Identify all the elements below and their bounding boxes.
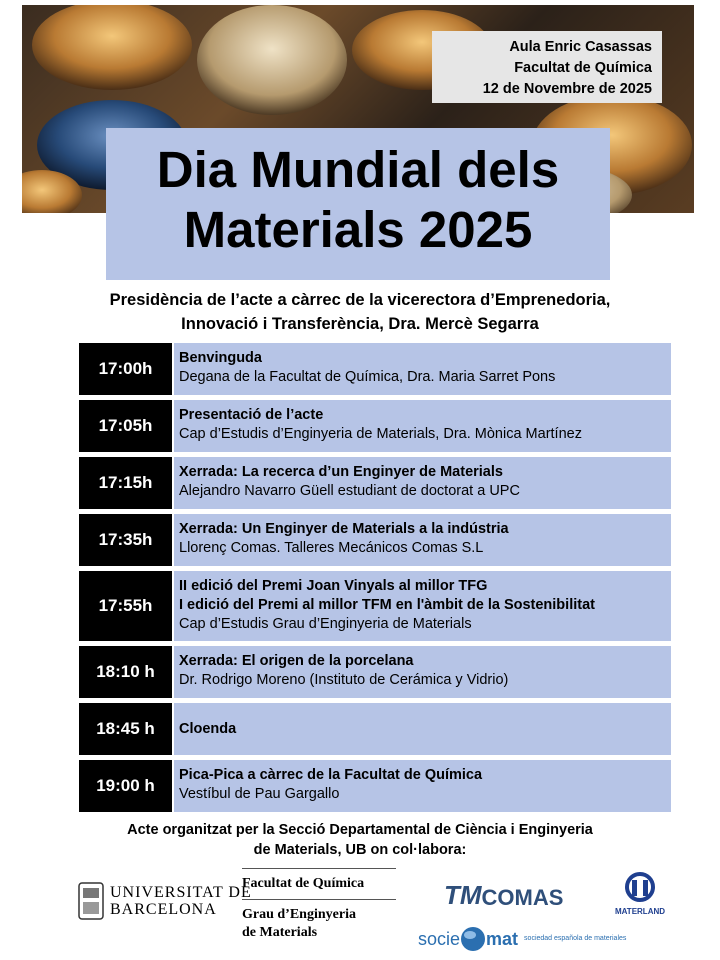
presidency-text <box>40 288 680 336</box>
sociemat-tagline: sociedad española de materiales <box>524 935 627 942</box>
venue-date: 12 de Novembre de 2025 <box>482 81 652 97</box>
schedule-heading: I edició del Premi al millor TFM en l'àmbit de la Sostenibilitat <box>179 597 595 613</box>
event-title <box>106 128 610 280</box>
ub-logo <box>78 882 252 920</box>
faculty-logo <box>242 868 396 942</box>
schedule-time: 17:00h <box>79 343 172 395</box>
schedule-detail: Cap d’Estudis Grau d’Enginyeria de Materials <box>179 616 472 632</box>
comas-logo <box>444 880 563 911</box>
organizer-text <box>60 820 660 860</box>
sociemat-part-a: socie <box>418 928 461 949</box>
venue-room: Aula Enric Casassas <box>509 39 652 55</box>
schedule-row <box>79 760 671 812</box>
venue-box <box>432 31 662 103</box>
schedule-detail: Cap d’Estudis d’Enginyeria de Materials, Dra. Mònica Martínez <box>179 426 582 442</box>
schedule-detail: Alejandro Navarro Güell estudiant de doctorat a UPC <box>179 483 520 499</box>
schedule-heading: Presentació de l’acte <box>179 407 324 423</box>
schedule-table <box>79 343 671 817</box>
title-line-1: Dia Mundial dels <box>156 141 560 198</box>
schedule-row <box>79 646 671 698</box>
schedule-heading: Xerrada: La recerca d’un Enginyer de Materials <box>179 464 503 480</box>
presidency-line-2: Innovació i Transferència, Dra. Mercè Segarra <box>181 315 539 333</box>
schedule-description <box>174 343 671 395</box>
schedule-detail: Llorenç Comas. Talleres Mecánicos Comas S.L <box>179 540 484 556</box>
comas-mark: TM <box>444 880 482 910</box>
organizer-line-2: de Materials, UB on col·labora: <box>253 842 467 858</box>
schedule-heading: II edició del Premi Joan Vinyals al millor TFG <box>179 578 488 594</box>
schedule-heading: Cloenda <box>179 720 237 737</box>
materland-logo <box>610 872 670 916</box>
schedule-detail: Degana de la Facultat de Química, Dra. Maria Sarret Pons <box>179 369 556 385</box>
ub-line-2: BARCELONA <box>110 901 217 918</box>
grau-line-1: Grau d’Enginyeria <box>242 907 356 922</box>
schedule-time: 19:00 h <box>79 760 172 812</box>
schedule-row <box>79 457 671 509</box>
schedule-description <box>174 571 671 641</box>
schedule-row <box>79 343 671 395</box>
schedule-description <box>174 760 671 812</box>
schedule-detail: Vestíbul de Pau Gargallo <box>179 786 340 802</box>
schedule-description <box>174 646 671 698</box>
schedule-heading: Pica-Pica a càrrec de la Facultat de Química <box>179 767 483 783</box>
schedule-time: 17:15h <box>79 457 172 509</box>
schedule-description <box>174 457 671 509</box>
ub-crest-icon <box>78 882 104 920</box>
globe-icon <box>460 926 486 952</box>
schedule-row <box>79 571 671 641</box>
materland-name: MATERLAND <box>614 907 666 916</box>
ub-line-1: UNIVERSITAT DE <box>110 884 252 901</box>
sociemat-part-b: mat <box>486 928 519 949</box>
comas-name: COMAS <box>481 885 564 910</box>
schedule-time: 17:05h <box>79 400 172 452</box>
schedule-description <box>174 514 671 566</box>
schedule-row <box>79 514 671 566</box>
venue-faculty: Facultat de Química <box>514 60 652 76</box>
faculty-name: Facultat de Química <box>242 876 365 891</box>
schedule-description <box>174 400 671 452</box>
schedule-row <box>79 400 671 452</box>
schedule-heading: Xerrada: Un Enginyer de Materials a la indústria <box>179 521 509 537</box>
presidency-line-1: Presidència de l’acte a càrrec de la vicerectora d’Emprenedoria, <box>109 291 611 309</box>
grau-line-2: de Materials <box>242 925 318 940</box>
title-line-2: Materials 2025 <box>183 201 533 258</box>
schedule-time: 18:10 h <box>79 646 172 698</box>
schedule-time: 18:45 h <box>79 703 172 755</box>
schedule-heading: Benvinguda <box>179 350 262 366</box>
schedule-time: 17:35h <box>79 514 172 566</box>
organizer-line-1: Acte organitzat per la Secció Departamental de Ciència i Enginyeria <box>127 822 593 838</box>
materland-icon <box>620 872 660 902</box>
schedule-detail: Dr. Rodrigo Moreno (Instituto de Cerámica y Vidrio) <box>179 672 509 688</box>
schedule-description <box>174 703 671 755</box>
schedule-time: 17:55h <box>79 571 172 641</box>
schedule-heading: Xerrada: El origen de la porcelana <box>179 653 414 669</box>
schedule-row <box>79 703 671 755</box>
sociemat-logo <box>418 926 634 952</box>
